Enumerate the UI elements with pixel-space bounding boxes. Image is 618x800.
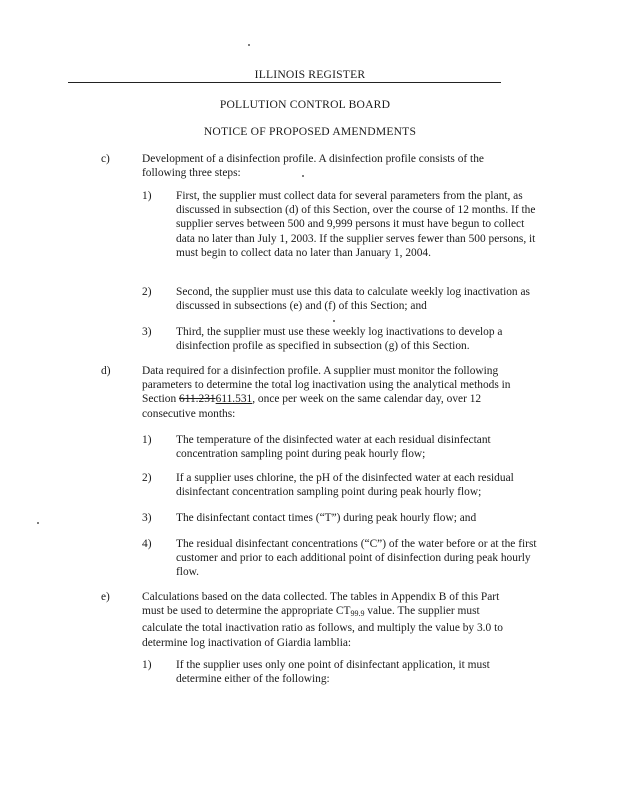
- section-c-item-2-text: Second, the supplier must use this data to calculate weekly log inactivation as discussed in subsections (e) and (f) of this Section; and: [176, 286, 530, 313]
- section-d-text-after: , once per week on the same calendar day, over 12 consecutive months:: [142, 393, 482, 420]
- section-d-item-4-label: 4): [142, 538, 152, 550]
- section-e-item-1-label: 1): [142, 659, 152, 671]
- section-c-item-3-text: Third, the supplier must use these weekly log inactivations to develop a disinfection profile as specified in subsection (g) of this Section.: [176, 326, 503, 353]
- section-c-item-3-label: 3): [142, 326, 152, 338]
- section-e-text-after: value. The supplier must calculate the total inactivation ratio as follows, and multiply the value by 3.0 to determine log inactivation of Giardia lamblia:: [142, 605, 503, 649]
- scan-speck: [302, 175, 304, 177]
- section-d-item-2-label: 2): [142, 472, 152, 484]
- section-e-label: e): [101, 591, 110, 603]
- header-rule: [68, 82, 501, 83]
- section-d-item-1-text: The temperature of the disinfected water at each residual disinfectant concentration sampling point during peak hourly flow;: [176, 434, 491, 461]
- section-c-text: Development of a disinfection profile. A disinfection profile consists of the following three steps:: [142, 153, 484, 180]
- section-c-item-1-label: 1): [142, 190, 152, 202]
- section-d-label: d): [101, 365, 111, 377]
- section-e-text-before: Calculations based on the data collected. The tables in Appendix B of this Part must be used to determine the appropriate CT: [142, 591, 500, 618]
- section-d-item-3-label: 3): [142, 512, 152, 524]
- board-title: POLLUTION CONTROL BOARD: [219, 98, 391, 111]
- scan-speck: [333, 320, 335, 322]
- section-c-label: c): [101, 153, 110, 165]
- section-d-item-2-text: If a supplier uses chlorine, the pH of the disinfected water at each residual disinfectant concentration sampling point during peak hourly flow;: [176, 472, 514, 499]
- section-d-item-4-text: The residual disinfectant concentrations (“C”) of the water before or at the first customer and prior to each additional point of disinfection during peak hourly flow.: [176, 538, 537, 579]
- scan-speck: [248, 44, 250, 46]
- section-d-text-before: Data required for a disinfection profile. A supplier must monitor the following parameters to determine the total log inactivation using the analytical methods in Section: [142, 365, 511, 406]
- section-e-text: [142, 590, 522, 650]
- section-d-text: [142, 364, 522, 421]
- ct-subscript: 99.9: [350, 609, 365, 619]
- section-d-item-3-text: The disinfectant contact times (“T”) during peak hourly flow; and: [176, 512, 477, 524]
- section-d-item-1-label: 1): [142, 434, 152, 446]
- scan-speck: [37, 522, 39, 524]
- register-title: ILLINOIS REGISTER: [254, 68, 366, 81]
- new-section-ref: 611.531: [215, 393, 253, 406]
- section-e-item-1-text: If the supplier uses only one point of disinfectant application, it must determine either of the following:: [176, 659, 490, 686]
- section-c-item-2-label: 2): [142, 286, 152, 298]
- notice-title: NOTICE OF PROPOSED AMENDMENTS: [203, 125, 417, 138]
- section-c-item-1-text: First, the supplier must collect data for several parameters from the plant, as discussed in subsection (d) of this Section, over the course of 12 months. If the supplier serves between 500 and 9,999 persons it must have begun to collect data no later than July 1, 2003. If the supplier serves fewer than 500 persons, it must begin to collect data no later than January 1, 2004.: [176, 190, 536, 259]
- struck-section-ref: 611.231: [179, 393, 216, 406]
